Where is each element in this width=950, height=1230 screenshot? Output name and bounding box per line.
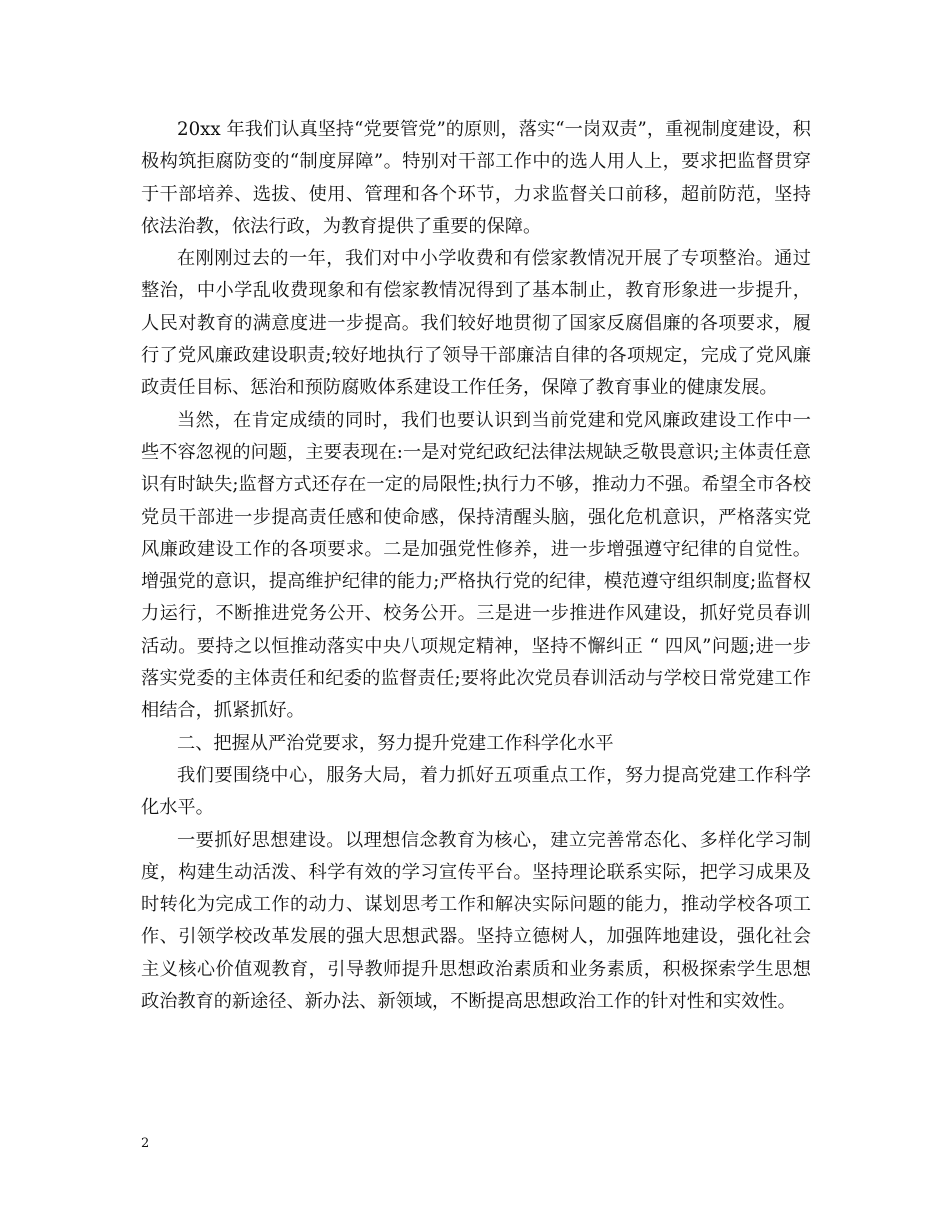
paragraph-key-tasks-intro: 我们要围绕中心，服务大局，着力抓好五项重点工作，努力提高党建工作科学化水平。 bbox=[141, 764, 811, 819]
section-heading: 二、把握从严治党要求，努力提升党建工作科学化水平 bbox=[177, 732, 614, 754]
paragraph-special-rectification: 在刚刚过去的一年，我们对中小学收费和有偿家教情况开展了专项整治。通过整治，中小学乱收费现象和有偿家教情况得到了基本制止，教育形象进一步提升，人民对教育的满意度进一步提高。我们较好地贯彻了国家反腐倡廉的各项要求，履行了党风廉政建设职责;较好地执行了领导干部廉洁自律的各项规定，完成了党风廉政责任目标、惩治和预防腐败体系建设工作任务，保障了教育事业的健康发展。 bbox=[141, 248, 811, 399]
paragraph-ideological-building: 一要抓好思想建设。以理想信念教育为核心，建立完善常态化、多样化学习制度，构建生动活泼、科学有效的学习宣传平台。坚持理论联系实际，把学习成果及时转化为完成工作的动力、谋划思考工作和解决实际问题的能力，推动学校各项工作、引领学校改革发展的强大思想武器。坚持立德树人，加强阵地建设，强化社会主义核心价值观教育，引导教师提升思想政治素质和业务素质，积极探索学生思想政治教育的新途径、新办法、新领域，不断提高思想政治工作的针对性和实效性。 bbox=[141, 829, 811, 1013]
paragraph-problems-and-requirements: 当然，在肯定成绩的同时，我们也要认识到当前党建和党风廉政建设工作中一些不容忽视的问题，主要表现在:一是对党纪政纪法律法规缺乏敬畏意识;主体责任意识有时缺失;监督方式还存在一定的局限性;执行力不够，推动力不强。希望全市各校党员干部进一步提高责任感和使命感，保持清醒头脑，强化危机意识，严格落实党风廉政建设工作的各项要求。二是加强党性修养，进一步增强遵守纪律的自觉性。增强党的意识，提高维护纪律的能力;严格执行党的纪律，模范遵守组织制度;监督权力运行，不断推进党务公开、校务公开。三是进一步推进作风建设，抓好党员春训活动。要持之以恒推动落实中央八项规定精神，坚持不懈纠正 “ 四风”问题;进一步落实党委的主体责任和纪委的监督责任;要将此次党员春训活动与学校日常党建工作相结合，抓紧抓好。 bbox=[141, 409, 811, 722]
page-number: 2 bbox=[141, 1136, 150, 1151]
document-body bbox=[141, 114, 811, 1018]
paragraph-party-discipline: 20xx 年我们认真坚持“党要管党”的原则，落实“一岗双责”，重视制度建设，积极构筑拒腐防变的“制度屏障”。特别对干部工作中的选人用人上，要求把监督贯穿于干部培养、选拔、使用、管理和各个环节，力求监督关口前移，超前防范，坚持依法治教，依法行政，为教育提供了重要的保障。 bbox=[141, 119, 811, 237]
